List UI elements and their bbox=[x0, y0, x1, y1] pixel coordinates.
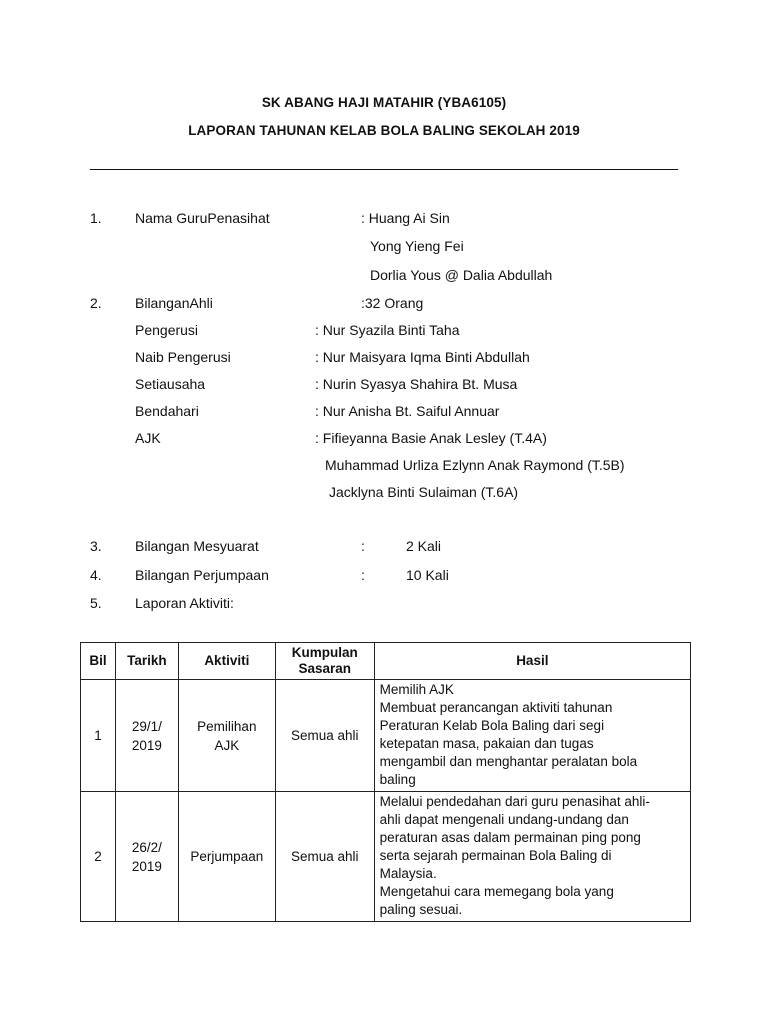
item-5-label: Laporan Aktiviti: bbox=[135, 595, 234, 611]
item-1-label: Nama GuruPenasihat bbox=[135, 210, 270, 226]
hasil-line: Mengetahui cara memegang bola yang bbox=[379, 884, 614, 899]
table-row bbox=[81, 792, 691, 922]
committee-role: AJK bbox=[135, 430, 161, 446]
hasil-line: mengambil dan menghantar peralatan bola bbox=[379, 754, 638, 769]
header-hasil: Hasil bbox=[374, 643, 690, 680]
tarikh-line: 26/2/ bbox=[131, 839, 162, 855]
cell-bil: 1 bbox=[81, 680, 116, 792]
cell-kumpulan: Semua ahli bbox=[275, 680, 374, 792]
report-title: LAPORAN TAHUNAN KELAB BOLA BALING SEKOLAH 2019 bbox=[188, 123, 580, 138]
hasil-line: Membuat perancangan aktiviti tahunan bbox=[379, 700, 613, 715]
title-divider bbox=[90, 169, 678, 170]
item-5-number: 5. bbox=[90, 595, 102, 611]
activity-table bbox=[80, 642, 691, 922]
cell-hasil bbox=[374, 680, 690, 792]
tarikh-line: 2019 bbox=[131, 858, 162, 874]
item-2-label: BilanganAhli bbox=[135, 295, 213, 311]
item-3-value: 2 Kali bbox=[406, 538, 442, 554]
header-tarikh: Tarikh bbox=[115, 643, 178, 680]
cell-hasil bbox=[374, 792, 690, 922]
hasil-line: baling bbox=[379, 772, 416, 787]
hasil-line: serta sejarah permainan Bola Baling di bbox=[379, 848, 612, 863]
item-3-label: Bilangan Mesyuarat bbox=[135, 538, 259, 554]
header-kumpulan-sasaran bbox=[275, 643, 374, 680]
hasil-line: ketepatan masa, pakaian dan tugas bbox=[379, 736, 594, 751]
school-name: SK ABANG HAJI MATAHIR (YBA6105) bbox=[261, 95, 507, 110]
cell-aktiviti bbox=[178, 792, 275, 922]
committee-name: : Fifieyanna Basie Anak Lesley (T.4A) bbox=[315, 430, 547, 446]
cell-aktiviti bbox=[178, 680, 275, 792]
item-4-value: 10 Kali bbox=[406, 567, 449, 583]
committee-role: Bendahari bbox=[135, 403, 199, 419]
ajk-member: Jacklyna Binti Sulaiman (T.6A) bbox=[329, 484, 519, 500]
item-3-colon: : bbox=[361, 538, 365, 554]
header-aktiviti: Aktiviti bbox=[178, 643, 275, 680]
header-kumpulan: Kumpulan bbox=[291, 645, 358, 660]
cell-tarikh bbox=[115, 792, 178, 922]
hasil-line: paling sesuai. bbox=[379, 902, 463, 917]
committee-name: : Nur Anisha Bt. Saiful Annuar bbox=[315, 403, 500, 419]
item-4-number: 4. bbox=[90, 567, 102, 583]
committee-role: Naib Pengerusi bbox=[135, 349, 231, 365]
committee-name: : Nur Syazila Binti Taha bbox=[315, 322, 460, 338]
advisor-3: Dorlia Yous @ Dalia Abdullah bbox=[370, 267, 553, 283]
hasil-line: peraturan asas dalam permainan ping pong bbox=[379, 830, 641, 845]
item-2-number: 2. bbox=[90, 295, 102, 311]
hasil-line: ahli dapat mengenali undang-undang dan bbox=[379, 812, 629, 827]
tarikh-line: 2019 bbox=[131, 737, 162, 753]
aktiviti-line: Pemilihan bbox=[197, 718, 257, 734]
table-header-row bbox=[81, 643, 691, 680]
advisor-2: Yong Yieng Fei bbox=[370, 238, 464, 254]
committee-role: Pengerusi bbox=[135, 322, 199, 338]
committee-name: : Nur Maisyara Iqma Binti Abdullah bbox=[315, 349, 530, 365]
hasil-line: Melalui pendedahan dari guru penasihat ahli- bbox=[379, 794, 650, 809]
hasil-line: Peraturan Kelab Bola Baling dari segi bbox=[379, 718, 605, 733]
item-3-number: 3. bbox=[90, 538, 102, 554]
header-bil: Bil bbox=[81, 643, 116, 680]
table-row bbox=[81, 680, 691, 792]
hasil-line: Malaysia. bbox=[379, 866, 437, 881]
cell-tarikh bbox=[115, 680, 178, 792]
cell-kumpulan: Semua ahli bbox=[275, 792, 374, 922]
ajk-member: Muhammad Urliza Ezlynn Anak Raymond (T.5B) bbox=[325, 457, 625, 473]
item-2-value: :32 Orang bbox=[361, 295, 424, 311]
item-4-label: Bilangan Perjumpaan bbox=[135, 567, 269, 583]
hasil-line: Memilih AJK bbox=[379, 682, 454, 697]
header-sasaran: Sasaran bbox=[298, 661, 351, 676]
item-1-value: : Huang Ai Sin bbox=[361, 210, 450, 226]
aktiviti-line: Perjumpaan bbox=[190, 849, 264, 864]
committee-name: : Nurin Syasya Shahira Bt. Musa bbox=[315, 376, 518, 392]
tarikh-line: 29/1/ bbox=[131, 718, 162, 734]
committee-role: Setiausaha bbox=[135, 376, 206, 392]
aktiviti-line: AJK bbox=[214, 737, 240, 753]
item-4-colon: : bbox=[361, 567, 365, 583]
cell-bil: 2 bbox=[81, 792, 116, 922]
item-1-number: 1. bbox=[90, 210, 102, 226]
